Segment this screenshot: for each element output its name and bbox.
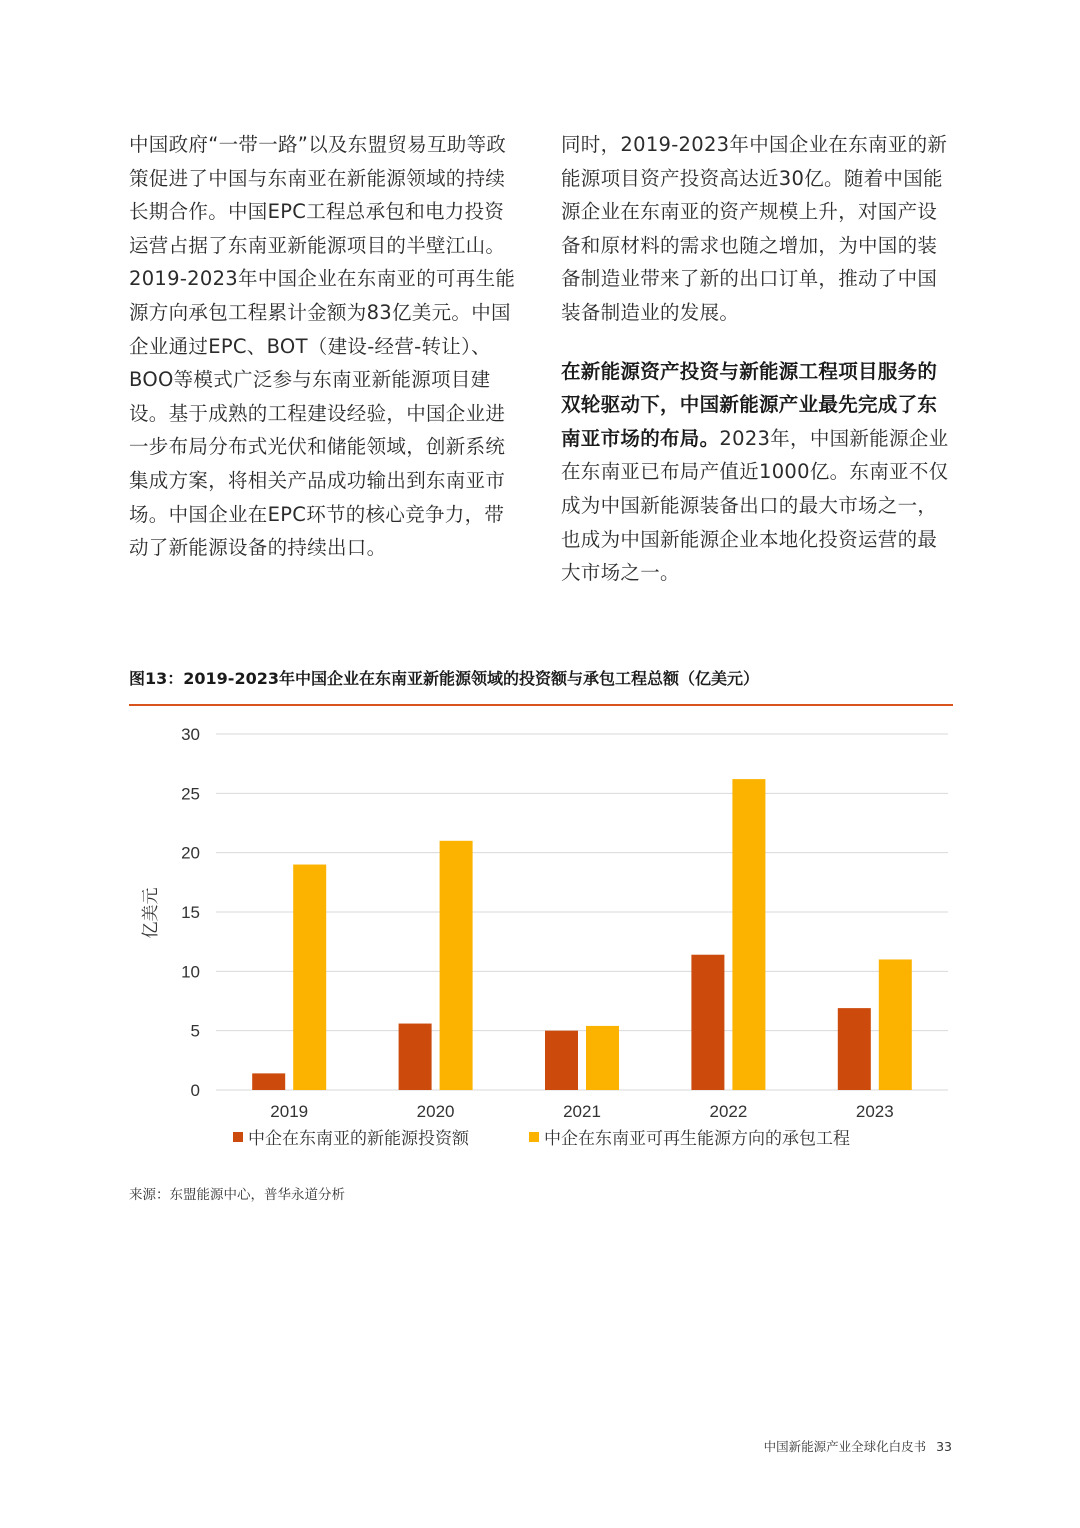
legend-label: 中企在东南亚可再生能源方向的承包工程 <box>544 1129 850 1148</box>
legend-swatch <box>233 1132 243 1142</box>
x-axis-ticks <box>270 1102 893 1121</box>
y-axis-label: 亿美元 <box>141 887 160 939</box>
y-tick-label: 10 <box>181 962 200 982</box>
figure-title-rule <box>129 704 953 706</box>
footer-publication: 中国新能源产业全球化白皮书 <box>763 1439 927 1454</box>
y-tick-label: 20 <box>181 843 200 863</box>
y-tick-label: 25 <box>181 784 200 804</box>
bar-investment-2020 <box>399 1024 432 1090</box>
page-number: 33 <box>936 1439 952 1454</box>
bar-investment-2019 <box>252 1073 285 1090</box>
left-paragraph: 中国政府“一带一路”以及东盟贸易互助等政策促进了中国与东南亚在新能源领域的持续长期合作。中国EPC工程总承包和电力投资运营占据了东南亚新能源项目的半壁江山。2019-2023年中国企业在东南亚的可再生能源方向承包工程累计金额为83亿美元。中国企业通过EPC、BOT（建设-经营-转让）、BOO等模式广泛参与东南亚新能源项目建设。基于成熟的工程建设经验，中国企业进一步布局分布式光伏和储能领域，创新系统集成方案，将相关产品成功输出到东南亚市场。中国企业在EPC环节的核心竞争力，带动了新能源设备的持续出口。 <box>129 133 516 560</box>
x-tick-label: 2019 <box>270 1102 309 1121</box>
right-paragraph-2 <box>561 355 953 590</box>
right-paragraph-2-rest: 2023年，中国新能源企业在东南亚已布局产值近1000亿。东南亚不仅成为中国新能源装备出口的最大市场之一，也成为中国新能源企业本地化投资运营的最大市场之一。 <box>561 426 949 585</box>
x-tick-label: 2022 <box>709 1102 748 1121</box>
bar-contracting-2019 <box>293 865 326 1090</box>
bar-investment-2022 <box>691 955 724 1090</box>
bar-chart <box>129 712 953 1162</box>
legend <box>233 1128 850 1148</box>
bar-contracting-2020 <box>440 841 473 1090</box>
left-text-column <box>129 128 521 565</box>
bar-contracting-2021 <box>586 1026 619 1090</box>
legend-label: 中企在东南亚的新能源投资额 <box>248 1129 469 1148</box>
x-tick-label: 2023 <box>855 1102 894 1121</box>
legend-swatch <box>529 1132 539 1142</box>
figure-source: 来源：东盟能源中心，普华永道分析 <box>129 1187 345 1203</box>
right-text-column <box>561 128 953 590</box>
y-tick-label: 30 <box>181 725 200 744</box>
y-tick-label: 0 <box>190 1081 200 1100</box>
x-tick-label: 2020 <box>416 1102 455 1121</box>
bar-contracting-2022 <box>732 779 765 1090</box>
bar-investment-2023 <box>838 1008 871 1090</box>
figure-title: 图13：2019-2023年中国企业在东南亚新能源领域的投资额与承包工程总额（亿美元） <box>129 669 759 688</box>
right-paragraph-1: 同时，2019-2023年中国企业在东南亚的新能源项目资产投资高达近30亿。随着中国能源企业在东南亚的资产规模上升，对国产设备和原材料的需求也随之增加，为中国的装备制造业带来了新的出口订单，推动了中国装备制造业的发展。 <box>561 133 948 324</box>
bar-contracting-2023 <box>879 959 912 1090</box>
x-tick-label: 2021 <box>563 1102 601 1121</box>
y-axis-ticks <box>181 725 200 1100</box>
right-paragraph-2-bold: 在新能源资产投资与新能源工程项目服务的双轮驱动下，中国新能源产业最先完成了东南亚市场的布局。 <box>561 359 938 450</box>
bars <box>252 779 912 1090</box>
y-tick-label: 5 <box>190 1021 200 1041</box>
page-footer <box>764 1437 952 1455</box>
y-tick-label: 15 <box>181 903 200 922</box>
bar-investment-2021 <box>545 1031 578 1090</box>
